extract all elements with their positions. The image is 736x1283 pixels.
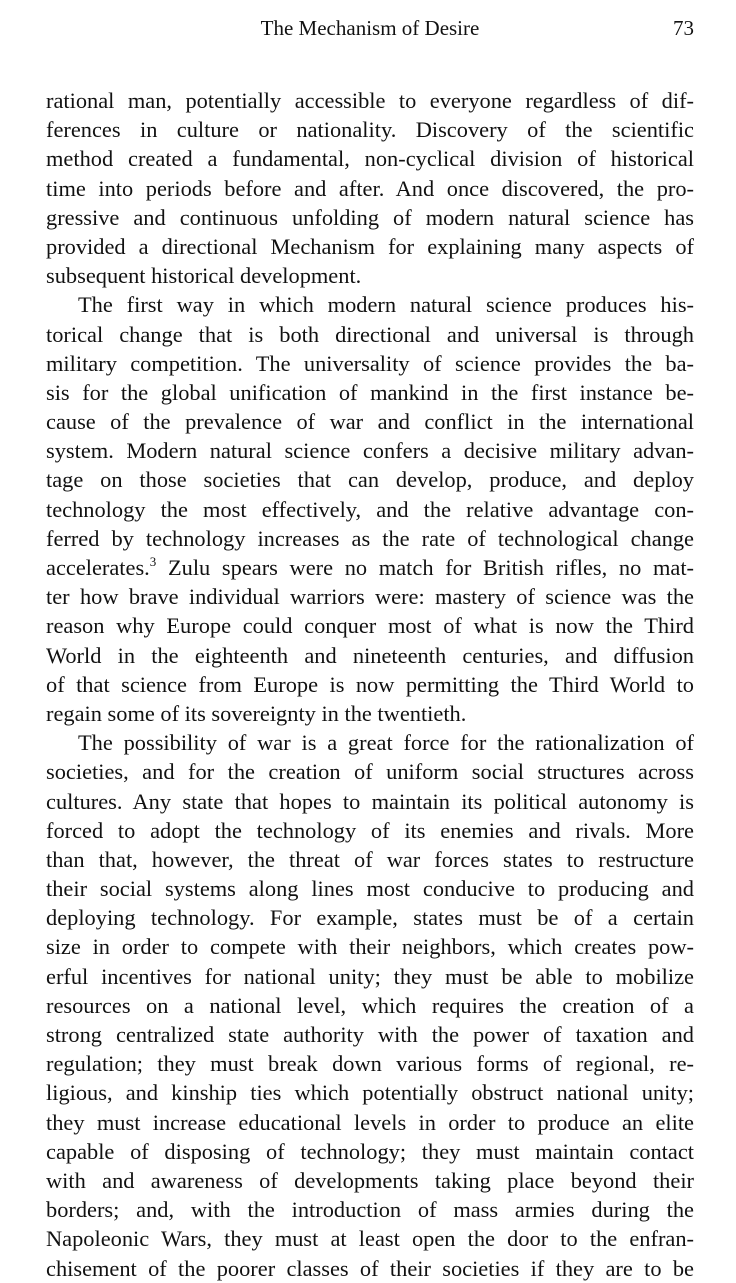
footnote-marker: 3 [149, 553, 157, 569]
text-segment: accelerates. [46, 555, 150, 580]
text-line: of that science from Europe is now permitting the Third World to [46, 671, 694, 697]
running-head-title: The Mechanism of Desire [260, 16, 480, 40]
text-line: ferences in culture or nationality. Discovery of the scientific [46, 117, 694, 143]
text-line: sis for the global unification of mankind in the first instance be- [46, 379, 694, 405]
text-line: forced to adopt the technology of its enemies and rivals. More [46, 817, 694, 843]
text-line: Napoleonic Wars, they must at least open the door to the enfran- [46, 1226, 694, 1252]
text-line: provided a directional Mechanism for explaining many aspects of [46, 233, 694, 259]
text-line: erful incentives for national unity; they must be able to mobilize [46, 963, 694, 989]
text-line: system. Modern natural science confers a decisive military advan- [46, 438, 694, 464]
text-line: societies, and for the creation of uniform social structures across [46, 759, 694, 785]
text-line: cultures. Any state that hopes to maintain its political autonomy is [46, 788, 694, 814]
text-line: with and awareness of developments taking place beyond their [46, 1167, 694, 1193]
text-line: The first way in which modern natural science produces his- [78, 292, 694, 318]
text-line: regain some of its sovereignty in the twentieth. [46, 700, 467, 726]
text-line: torical change that is both directional and universal is through [46, 321, 694, 347]
text-line: their social systems along lines most conducive to producing and [46, 876, 694, 902]
text-line: subsequent historical development. [46, 263, 362, 289]
text-line: cause of the prevalence of war and conflict in the international [46, 409, 694, 435]
text-line: tage on those societies that can develop, produce, and deploy [46, 467, 694, 493]
text-line: capable of disposing of technology; they must maintain contact [46, 1138, 694, 1164]
text-line: military competition. The universality of science provides the ba- [46, 350, 694, 376]
text-line: deploying technology. For example, states must be of a certain [46, 905, 694, 931]
text-line: technology the most effectively, and the relative advantage con- [46, 496, 694, 522]
text-line-with-footnote [46, 553, 694, 582]
text-line: time into periods before and after. And once discovered, the pro- [46, 175, 694, 201]
text-line: ligious, and kinship ties which potentially obstruct national unity; [46, 1080, 694, 1106]
text-line: regulation; they must break down various forms of regional, re- [46, 1051, 694, 1077]
text-line: method created a fundamental, non-cyclical division of historical [46, 146, 694, 172]
text-line: World in the eighteenth and nineteenth centuries, and diffusion [46, 642, 694, 668]
text-line: they must increase educational levels in order to produce an elite [46, 1109, 694, 1135]
text-line: borders; and, with the introduction of mass armies during the [46, 1197, 694, 1223]
text-line: than that, however, the threat of war forces states to restructure [46, 846, 694, 872]
text-line: size in order to compete with their neighbors, which creates pow- [46, 934, 694, 960]
text-line: ter how brave individual warriors were: mastery of science was the [46, 584, 694, 610]
page-number: 73 [673, 16, 694, 40]
text-line: reason why Europe could conquer most of what is now the Third [46, 613, 694, 639]
running-head [46, 14, 694, 42]
body-text [46, 86, 694, 1283]
text-line: rational man, potentially accessible to everyone regardless of dif- [46, 88, 694, 113]
text-line: chisement of the poorer classes of their societies if they are to be [46, 1255, 694, 1281]
text-line: resources on a national level, which requires the creation of a [46, 992, 694, 1018]
text-line: gressive and continuous unfolding of modern natural science has [46, 204, 694, 230]
text-line: strong centralized state authority with the power of taxation and [46, 1022, 694, 1047]
text-line: ferred by technology increases as the rate of technological change [46, 525, 694, 551]
text-line: The possibility of war is a great force for the rationalization of [78, 730, 694, 756]
text-segment: Zulu spears were no match for British rifles, no mat- [156, 555, 694, 580]
